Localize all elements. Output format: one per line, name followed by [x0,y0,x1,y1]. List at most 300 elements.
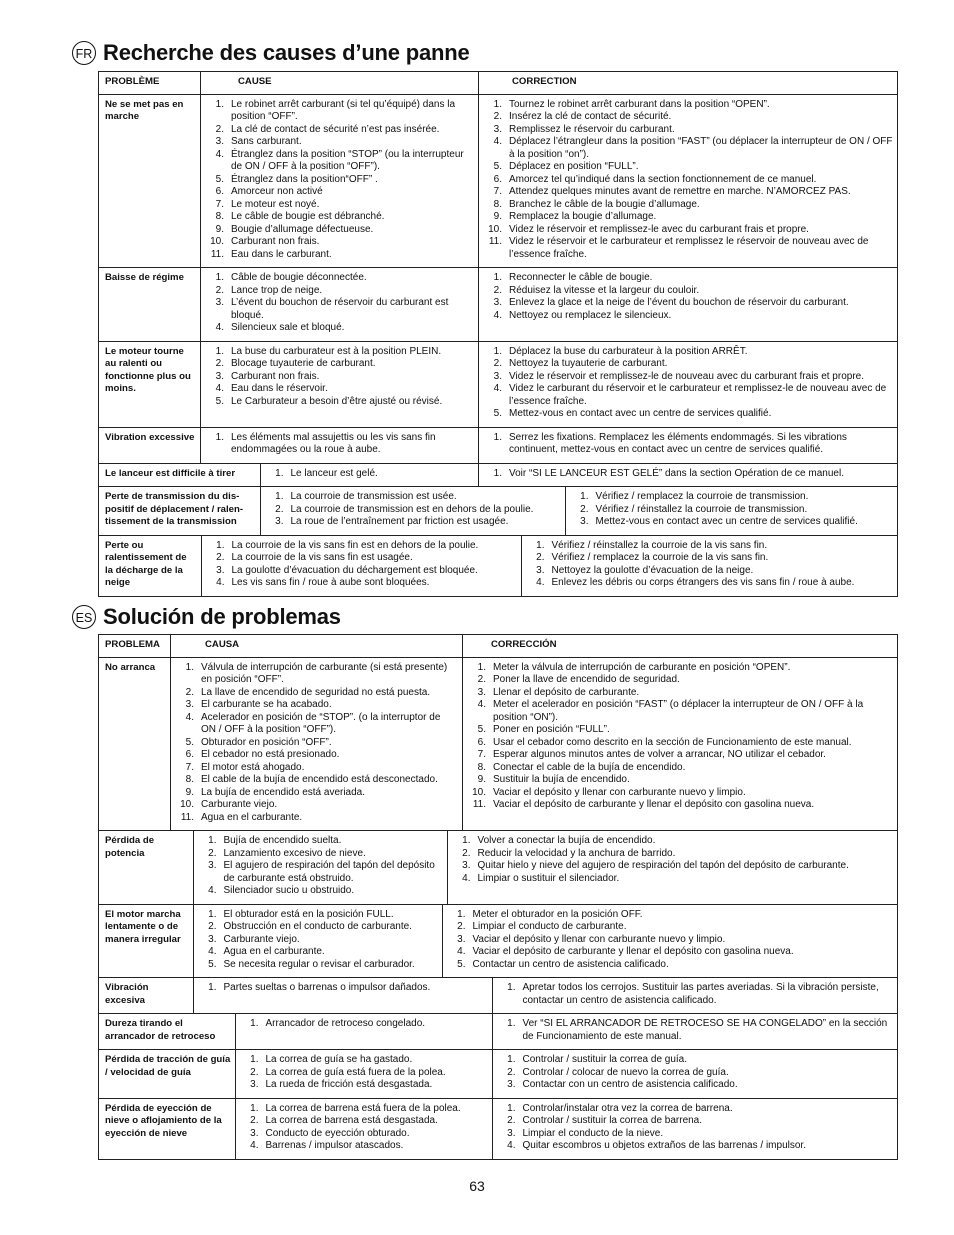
item-number: 4. [208,885,217,896]
correction-cell [565,487,897,535]
item-text: Eau dans le carburant. [231,248,332,260]
problem-cell: Ne se met pas en marche [99,94,201,268]
table-row [99,341,898,427]
item-text: Le Carburateur a besoin d’être ajusté ou révisé. [231,395,443,407]
list-item [200,848,443,861]
problem-cell: Le lanceur est difficile à tirer [105,467,236,479]
item-text: Acelerador en posición de “STOP”. (o la interruptor de ON / OFF à la position “OFF”). [201,711,441,735]
list-item [207,224,474,237]
item-number: 1. [185,661,194,673]
item-number: 5. [208,958,217,970]
correction-list [469,662,893,812]
item-number: 2. [208,847,217,859]
fr-section-title: Recherche des causes d’une panne [103,40,470,65]
list-item [207,371,474,384]
list-item [242,1018,488,1031]
item-number: 4. [215,322,224,333]
item-text: Bougie d’allumage défectueuse. [231,223,374,235]
table-row [99,657,898,831]
item-number: 9. [493,211,502,222]
list-item [485,161,893,174]
item-number: 4. [215,148,224,160]
list-item [485,432,893,457]
list-item [469,724,893,737]
problem-cell: Pérdida de potencia [105,835,155,859]
list-item [454,873,894,886]
item-number: 3. [216,564,225,576]
correction-cell [492,1050,897,1098]
list-item [207,99,474,124]
item-number: 3. [208,933,217,945]
list-item [469,687,893,700]
list-item [485,358,893,371]
item-number: 2. [477,674,486,685]
correction-list [485,432,893,457]
item-text: Amorcez tel qu’indiqué dans la section fonctionnement de ce manuel. [509,173,817,185]
list-item [207,297,474,322]
item-text: Obturador en posición “OFF”. [201,736,332,748]
item-number: 1. [215,431,224,443]
item-number: 2. [208,921,217,932]
list-item [200,909,438,922]
split-cell [99,463,479,487]
item-text: Esperar algunos minutos antes de volver a arrancar, NO utilizar el cebador. [493,749,826,760]
item-number: 11. [472,799,486,810]
correction-list [485,468,893,481]
correction-cell [479,341,898,427]
item-number: 4. [462,872,471,884]
es-header-correction: CORRECCIÓN [463,635,898,658]
list-item [485,346,893,359]
cause-list [267,491,561,529]
es-header-cause: CAUSA [171,635,463,658]
table-row [99,463,898,487]
item-number: 1. [250,1054,259,1065]
item-text: Enlevez la glace et la neige de l’évent du bouchon de réservoir du carburant. [509,297,849,308]
list-item [572,504,894,517]
item-number: 2. [250,1115,259,1126]
item-text: Videz le réservoir et remplissez-le avec du carburant frais et propre. [509,223,809,235]
problem-cell: Dureza tirando el arrancador de retroceso [105,1018,216,1042]
list-item [485,174,893,187]
item-number: 2. [457,921,466,932]
item-text: Carburant non frais. [231,236,320,247]
list-item [177,687,458,700]
list-item [207,211,474,224]
item-number: 3. [507,1079,516,1090]
list-item [528,540,894,553]
item-text: Controlar/instalar otra vez la correa de barrena. [522,1102,733,1114]
item-number: 9. [215,223,224,235]
item-number: 1. [507,982,516,993]
list-item [499,1018,894,1043]
item-text: Les vis sans fin / roue à aube sont bloquées. [231,577,430,588]
item-text: Controlar / sustituir la correa de guía. [522,1054,688,1065]
list-item [499,1115,894,1128]
list-item [485,136,893,161]
item-text: Réduisez la vitesse et la largeur du couloir. [509,284,700,296]
item-text: Agua en el carburante. [223,946,325,957]
item-text: El agujero de respiración del tapón del depósito de carburante está obstruido. [223,860,435,884]
item-number: 4. [185,711,194,723]
item-number: 4. [493,383,502,394]
list-item [267,516,561,529]
item-number: 9. [185,786,194,798]
item-number: 5. [493,161,502,172]
list-item [469,762,893,775]
list-item [200,860,443,885]
correction-cell [492,1099,897,1159]
list-item [242,1067,488,1080]
item-number: 3. [185,699,194,710]
item-text: Carburante viejo. [223,933,300,945]
item-number: 1. [493,98,502,110]
item-number: 2. [215,358,224,369]
list-item [528,552,894,565]
item-number: 1. [216,539,225,551]
item-text: Lance trop de neige. [231,284,323,296]
item-number: 2. [493,358,502,369]
item-text: La courroie de transmission est usée. [290,491,457,502]
list-item [177,774,458,787]
split-cell [99,904,898,978]
list-item [267,491,561,504]
correction-cell [479,427,898,463]
item-text: Limpiar o sustituir el silenciador. [477,872,620,884]
item-text: Limpiar el conducto de carburante. [472,921,627,932]
item-text: Sans carburant. [231,136,302,147]
item-text: La goulotte d’évacuation du déchargement est bloquée. [231,564,478,576]
list-item [177,749,458,762]
cause-list [242,1018,488,1031]
item-text: Branchez le câble de la bougie d’allumage. [509,198,700,210]
cause-cell [193,831,447,904]
list-item [572,516,894,529]
cause-list [200,982,488,995]
item-text: Conectar el cable de la bujía de encendido. [493,761,686,773]
list-item [207,174,474,187]
problem-cell: Pérdida de eyección de nieve o aflojamiento de la eyección de nieve [105,1102,222,1139]
split-cell [99,1050,898,1099]
item-number: 3. [493,370,502,382]
item-text: Mettez-vous en contact avec un centre de services qualifié. [595,516,858,527]
item-number: 1. [493,272,502,283]
item-number: 4. [477,699,486,710]
item-text: La correa de guía se ha gastado. [265,1054,413,1065]
item-text: El cable de la bujía de encendido está desconectado. [201,774,438,785]
item-text: La correa de barrena está fuera de la polea. [265,1102,461,1114]
split-cell [99,487,898,536]
item-number: 1. [215,272,224,283]
list-item [499,1140,894,1153]
cause-list [242,1103,488,1153]
item-text: Voir “SI LE LANCEUR EST GELÉ” dans la section Opération de ce manuel. [509,467,844,479]
correction-cell [442,905,897,978]
item-text: Déplacez l’étrangleur dans la position “FAST” (ou déplacer la interrupteur de ON / OFF à la position “on”). [509,136,893,160]
split-cell [99,978,898,1014]
list-item [485,211,893,224]
item-number: 6. [477,736,486,748]
item-number: 3. [462,860,471,871]
table-row [99,535,898,596]
list-item [449,959,894,972]
item-number: 8. [215,211,224,222]
item-number: 7. [185,761,194,773]
item-number: 9. [477,774,486,785]
item-text: Videz le réservoir et remplissez-le de nouveau avec du carburant frais et propre. [509,370,864,382]
item-text: Serrez les fixations. Remplacez les éléments endommagés. Si les vibrations continuent, mettez-vous en contact avec un centre de services qualifié. [509,431,847,455]
list-item [572,491,894,504]
item-text: Carburante viejo. [201,799,278,810]
item-number: 7. [477,749,486,760]
list-item [449,934,894,947]
list-item [499,1103,894,1116]
list-item [177,737,458,750]
item-number: 2. [215,284,224,296]
item-text: Poner la llave de encendido de seguridad. [493,674,680,685]
cause-cell [235,1050,492,1098]
item-text: La courroie de la vis sans fin est usagée. [231,552,413,563]
item-text: Vaciar el depósito y llenar con carburante nuevo y limpio. [493,786,746,798]
item-text: Silencieux sale et bloqué. [231,322,345,333]
fr-troubleshooting-table [98,71,898,597]
item-text: Agua en el carburante. [201,811,303,823]
item-number: 2. [493,111,502,122]
item-text: Déplacez la buse du carburateur à la position ARRÊT. [509,345,748,357]
correction-list [454,835,894,885]
item-number: 3. [536,564,545,576]
es-table-header-row [99,635,898,658]
item-text: Vérifiez / remplacez la courroie de transmission. [595,491,809,502]
cause-list [208,540,517,590]
item-number: 10. [472,786,486,798]
split-cell [99,831,898,905]
item-text: Obstrucción en el conducto de carburante. [223,921,412,932]
list-item [207,249,474,262]
split-cell [99,1014,898,1050]
item-text: Enlevez les débris ou corps étrangers des vis sans fin / roue à aube. [551,577,855,588]
item-number: 3. [477,686,486,698]
item-text: Conducto de eyección obturado. [265,1127,410,1139]
item-number: 2. [216,552,225,563]
list-item [207,322,474,335]
list-item [454,835,894,848]
problem-cell: Pérdida de tracción de guía / velocidad de guía [105,1054,231,1078]
cause-list [177,662,458,825]
list-item [485,224,893,237]
cause-list [207,99,474,262]
item-text: Étranglez dans la position“OFF” . [231,173,378,185]
item-text: Poner en posición “FULL”. [493,724,610,735]
item-text: Attendez quelques minutes avant de remettre en marche. N’AMORCEZ PAS. [509,186,851,197]
item-text: Controlar / colocar de nuevo la correa de guía. [522,1066,729,1078]
list-item [469,749,893,762]
item-text: Contactar con un centro de asistencia calificado. [522,1079,738,1090]
item-text: El cebador no está presionado. [201,749,340,760]
cause-list [267,468,475,481]
list-item [469,787,893,800]
list-item [200,959,438,972]
item-number: 2. [215,123,224,135]
item-number: 1. [208,835,217,846]
item-text: L’évent du bouchon de réservoir du carburant est bloqué. [231,297,449,321]
item-text: Partes sueltas o barrenas o impulsor dañados. [223,982,431,993]
correction-cell [447,831,897,904]
list-item [207,136,474,149]
item-number: 2. [493,284,502,296]
item-number: 4. [216,577,225,588]
correction-list [499,982,894,1007]
cause-cell [201,341,479,427]
correction-cell [492,978,897,1013]
list-item [200,982,488,995]
fr-language-badge: FR [72,41,96,65]
list-item [485,186,893,199]
correction-list [499,1054,894,1092]
list-item [207,199,474,212]
item-number: 6. [185,749,194,760]
correction-cell [492,1014,897,1049]
item-text: El motor está ahogado. [201,761,305,773]
item-number: 1. [493,345,502,357]
list-item [200,934,438,947]
item-text: Reducir la velocidad y la anchura de barrido. [477,847,676,859]
correction-list [485,272,893,322]
list-item [177,787,458,800]
item-text: Vérifiez / remplacez la courroie de la vis sans fin. [551,552,769,563]
item-number: 2. [536,552,545,563]
item-text: Barrenas / impulsor atascados. [265,1140,404,1151]
item-text: Nettoyez la goulotte d’évacuation de la neige. [551,564,754,576]
cause-list [242,1054,488,1092]
item-number: 4. [507,1140,516,1151]
cause-cell [201,427,479,463]
list-item [499,982,894,1007]
es-troubleshooting-table [98,634,898,1160]
list-item [485,383,893,408]
item-number: 5. [215,395,224,407]
item-number: 3. [250,1127,259,1139]
item-text: Volver a conectar la bujía de encendido. [477,835,656,846]
list-item [207,432,474,457]
table-row [99,978,898,1014]
item-text: Quitar escombros u objetos extraños de las barrenas / impulsor. [522,1140,806,1151]
list-item [449,921,894,934]
item-number: 10. [488,223,502,235]
item-number: 1. [208,908,217,920]
item-number: 3. [493,297,502,308]
item-text: Controlar / sustituir la correa de barrena. [522,1115,703,1126]
table-row [99,1098,898,1159]
list-item [485,99,893,112]
item-text: La llave de encendido de seguridad no está puesta. [201,686,431,698]
list-item [207,236,474,249]
item-number: 3. [215,370,224,382]
fr-header-cause: CAUSE [201,72,479,95]
item-text: Eau dans le réservoir. [231,383,328,394]
item-number: 1. [462,835,471,846]
problem-cell: Perte ou ralentissement de la décharge de la neige [105,539,187,588]
list-item [469,662,893,675]
item-number: 4. [457,946,466,957]
correction-list [572,491,894,529]
item-number: 1. [493,431,502,443]
item-number: 1. [477,661,486,673]
item-text: Remplacez la bougie d’allumage. [509,211,657,222]
cause-cell [193,905,442,978]
table-row [99,831,898,905]
list-item [177,662,458,687]
list-item [485,408,893,421]
item-text: Contactar un centro de asistencia calificado. [472,958,669,970]
cause-cell [260,464,478,487]
table-row [99,1050,898,1099]
list-item [177,762,458,775]
cause-list [207,272,474,335]
item-text: Carburant non frais. [231,370,320,382]
table-row [99,268,898,342]
item-number: 2. [250,1066,259,1078]
item-number: 11. [180,811,194,823]
item-number: 11. [210,248,224,260]
item-number: 10. [210,236,224,247]
list-item [208,552,517,565]
es-language-badge: ES [72,605,96,629]
item-text: Vérifiez / réinstallez la courroie de transmission. [595,503,808,515]
list-item [469,737,893,750]
list-item [469,699,893,724]
item-number: 1. [250,1102,259,1114]
item-number: 7. [493,186,502,197]
item-number: 2. [185,686,194,698]
cause-cell [260,487,565,535]
correction-list [485,99,893,262]
item-number: 6. [493,173,502,185]
list-item [200,946,438,959]
correction-cell [479,268,898,342]
cause-cell [201,94,479,268]
item-text: El obturador está en la posición FULL. [223,908,394,920]
item-number: 1. [250,1018,259,1029]
item-text: La roue de l’entraînement par friction est usagée. [290,516,509,527]
item-text: El carburante se ha acabado. [201,699,332,710]
problem-cell: No arranca [99,657,171,831]
item-number: 1. [507,1018,516,1029]
list-item [528,565,894,578]
item-number: 1. [507,1054,516,1065]
item-text: Câble de bougie déconnectée. [231,272,367,283]
list-item [528,577,894,590]
list-item [200,921,438,934]
item-number: 3. [208,860,217,871]
item-number: 3. [215,297,224,308]
list-item [469,674,893,687]
list-item [485,297,893,310]
list-item [207,346,474,359]
problem-cell: Vibration excessive [99,427,201,463]
item-number: 1. [536,539,545,551]
list-item [177,699,458,712]
item-text: Meter el acelerador en posición “FAST” (o déplacer la interrupteur de ON / OFF à la position “ON”). [493,699,864,723]
item-text: Arrancador de retroceso congelado. [265,1018,426,1029]
problem-cell: Vibración excesiva [105,982,149,1006]
list-item [242,1115,488,1128]
item-number: 1. [507,1102,516,1114]
list-item [499,1079,894,1092]
item-number: 5. [493,408,502,419]
es-header-problem: PROBLEMA [99,635,171,658]
item-text: La clé de contact de sécurité n’est pas insérée. [231,123,440,135]
